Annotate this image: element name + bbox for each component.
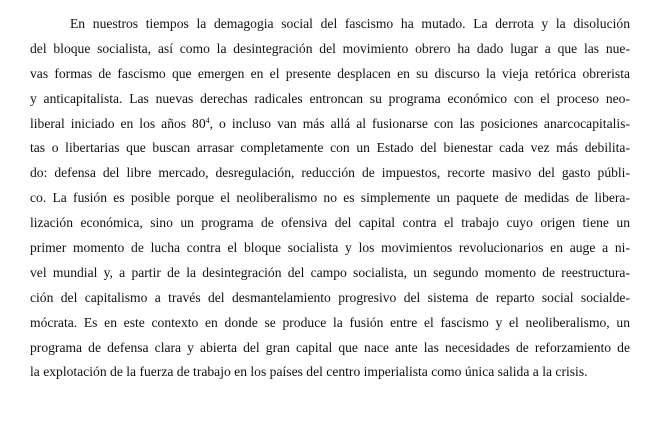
paragraph-line: lización económica, sino un programa de ofensiva del capital contra el trabajo cuyo origen tiene un xyxy=(30,215,630,231)
paragraph-line: mócrata. Es en este contexto en donde se produce la fusión entre el fascismo y el neoliberalismo, un xyxy=(30,314,630,330)
paragraph-line-with-footnote xyxy=(30,112,630,137)
paragraph-line: co. La fusión es posible porque el neoliberalismo no es simplemente un paquete de medidas de libera- xyxy=(30,190,630,206)
paragraph-line-head: liberal iniciado en los años 80 xyxy=(30,115,206,131)
paragraph-line: la explotación de la fuerza de trabajo en los países del centro imperialista como única salida a la crisis. xyxy=(30,364,588,380)
paragraph-line: En nuestros tiempos la demagogia social del fascismo ha mutado. La derrota y la disolución xyxy=(70,16,630,31)
paragraph-line: del bloque socialista, así como la desintegración del movimiento obrero ha dado lugar a que las nue- xyxy=(30,40,630,56)
paragraph-line: do: defensa del libre mercado, desregulación, reducción de impuestos, recorte masivo del gasto públi- xyxy=(30,165,630,181)
paragraph-line: programa de defensa clara y abierta del gran capital que nace ante las necesidades de reforzamiento de xyxy=(30,339,630,355)
paragraph-line: primer momento de lucha contra el bloque socialista y los movimientos revolucionarios en auge a ni- xyxy=(30,240,630,256)
paragraph-line: ción del capitalismo a través del desmantelamiento progresivo del sistema de reparto social socialde- xyxy=(30,289,630,305)
paragraph-line-tail: , o incluso van más allá al fusionarse con las posiciones anarcocapitalis- xyxy=(209,115,630,131)
body-text xyxy=(30,12,630,385)
paragraph-line: tas o libertarias que buscan arrasar completamente con un Estado del bienestar cada vez más debilita- xyxy=(30,140,630,156)
paragraph-line: vel mundial y, a partir de la desintegración del campo socialista, un segundo momento de reestructura- xyxy=(30,264,630,280)
paragraph-line: vas formas de fascismo que emergen en el presente desplacen en su discurso la vieja retórica obrerista xyxy=(30,65,630,81)
footnote-reference[interactable]: 4 xyxy=(205,115,210,125)
paragraph-line: y anticapitalista. Las nuevas derechas radicales entroncan su programa económico con el proceso neo- xyxy=(30,90,630,106)
